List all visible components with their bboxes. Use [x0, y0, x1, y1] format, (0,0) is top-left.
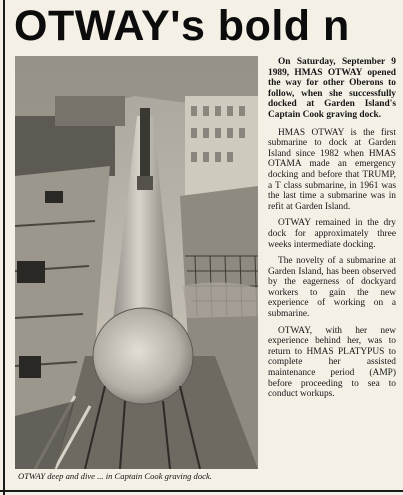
photo-caption: OTWAY deep and dive ... in Captain Cook graving dock.	[18, 471, 212, 481]
article-column	[268, 57, 396, 406]
article-paragraph: OTWAY, with her new experience behind her, was to return to HMAS PLATYPUS to complete her assisted maintenance period (AMP) before proceeding to sea to conduct workups.	[268, 325, 396, 400]
submarine-dry-dock-photo	[15, 56, 258, 469]
page-border-left	[3, 0, 5, 495]
article-paragraph: The novelty of a submarine at Garden Island, has been observed by the eagerness of dockyard workers to gain the new experience of working on a submarine.	[268, 256, 396, 320]
article-lede: On Saturday, September 9 1989, HMAS OTWAY opened the way for other Oberons to follow, when she successfully docked at Garden Island's Captain Cook graving dock.	[268, 57, 396, 120]
article-paragraph: HMAS OTWAY is the first submarine to dock at Garden Island since 1982 when HMAS OTAMA made an emergency docking and before that TRUMP, a T class submarine, in 1961 was the last time a submarine was in refit at Garden Island.	[268, 127, 396, 212]
headline: OTWAY's bold n	[14, 2, 350, 50]
page-border-bottom	[0, 490, 403, 492]
article-paragraph: OTWAY remained in the dry dock for approximately three weeks intermediate docking.	[268, 218, 396, 250]
